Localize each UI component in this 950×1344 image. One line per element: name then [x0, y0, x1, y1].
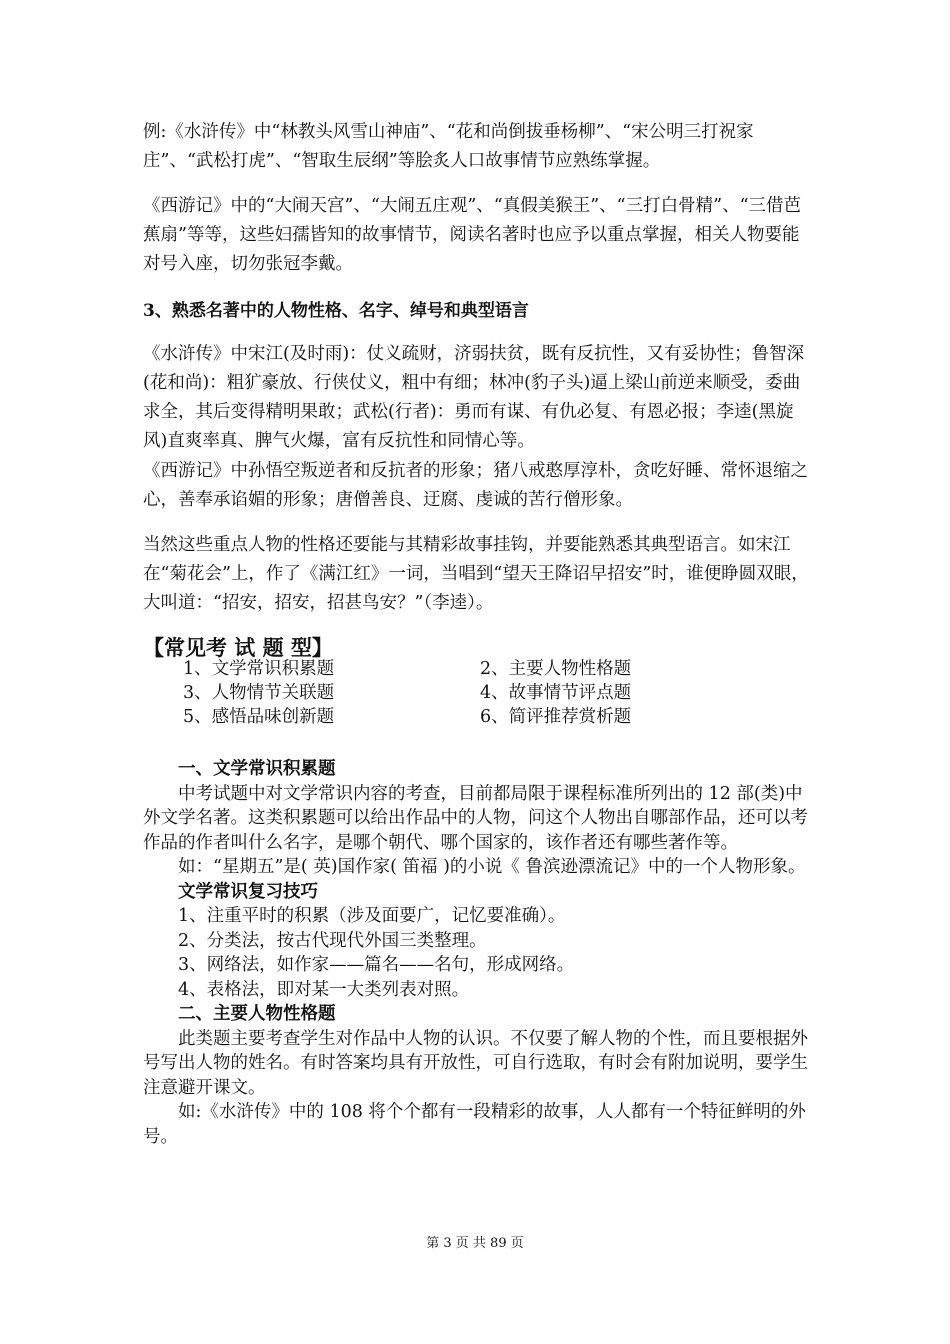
tip-item: 3、网络法，如作家——篇名——名句，形成网络。 [178, 955, 575, 975]
tips-title: 文学常识复习技巧 [178, 881, 318, 902]
exam-type-item: 6、简评推荐赏析题 [480, 707, 632, 727]
paragraph-text: 《西游记》中孙悟空叛逆者和反抗者的形象；猪八戒憨厚淳朴，贪吃好睡、常怀退缩之心，善奉承谄媚的形象；唐僧善良、迂腐、虔诚的苦行僧形象。 [143, 461, 808, 510]
exam-types-title: 【常见考 试 题 型】 [143, 635, 333, 660]
paragraph-water-margin-characters [143, 340, 813, 456]
exam-type-item: 1、文学常识积累题 [183, 659, 335, 679]
page-number-footer: 第 3 页 共 89 页 [426, 1236, 524, 1251]
exam-types-row [183, 681, 803, 705]
exam-type-item: 4、故事情节评点题 [480, 683, 632, 703]
exam-type-item: 3、人物情节关联题 [183, 683, 335, 703]
paragraph-typical-language [143, 531, 813, 618]
section-example: 如:《水浒传》中的 108 将个个都有一段精彩的故事，人人都有一个特征鲜明的外号。 [143, 1102, 806, 1147]
exam-type-item: 5、感悟品味创新题 [183, 707, 335, 727]
section-title: 二、主要人物性格题 [178, 1004, 336, 1024]
section-literary-knowledge [143, 757, 813, 1149]
exam-types-row [183, 705, 803, 729]
paragraph-journey-west-characters [143, 457, 813, 515]
section-body: 此类题主要考查学生对作品中人物的认识。不仅要了解人物的个性，而且要根据外号写出人物的姓名。有时答案均具有开放性，可自行选取，有时会有附加说明，要学生注意避开课文。 [143, 1028, 808, 1098]
section-heading-3: 3、熟悉名著中的人物性格、名字、绰号和典型语言 [143, 301, 529, 321]
exam-types-row [183, 657, 803, 681]
paragraph-journey-west-plots [143, 192, 813, 279]
section-body: 中考试题中对文学常识内容的考查，目前都局限于课程标准所列出的 12 部(类)中外文学名著。这类积累题可以给出作品中的人物，问这个人物出自哪部作品，还可以考作品的作者叫什么名字，是哪个朝代、哪个国家的，该作者还有哪些著作等。 [143, 783, 808, 853]
tip-item: 4、表格法，即对某一大类列表对照。 [178, 979, 470, 1000]
section-title: 一、文学常识积累题 [178, 759, 336, 779]
tip-item: 2、分类法，按古代现代外国三类整理。 [178, 930, 487, 951]
exam-types-list [183, 657, 803, 729]
exam-type-item: 2、主要人物性格题 [480, 659, 632, 679]
paragraph-text: 当然这些重点人物的性格还要能与其精彩故事挂钩，并要能熟悉其典型语言。如宋江在“菊花会”上，作了《满江红》一词，当唱到“望天王降诏早招安”时，谁便睁圆双眼，大叫道：“招安，招安，招甚鸟安？”（李逵）。 [143, 535, 809, 613]
paragraph-water-margin-plots [143, 118, 813, 176]
tip-item: 1、注重平时的积累（涉及面要广，记忆要准确）。 [178, 906, 566, 926]
paragraph-text: 例:《水浒传》中“林教头风雪山神庙”、“花和尚倒拔垂杨柳”、“宋公明三打祝家庄”、“武松打虎”、“智取生辰纲”等脍炙人口故事情节应熟练掌握。 [143, 122, 754, 171]
paragraph-text: 《水浒传》中宋江(及时雨)：仗义疏财，济弱扶贫，既有反抗性，又有妥协性；鲁智深(花和尚)：粗犷豪放、行侠仗义，粗中有细；林冲(豹子头)逼上梁山前逆来顺受，委曲求全，其后变得精明果敢；武松(行者)：勇而有谋、有仇必复、有恩必报；李逵(黑旋风)直爽率真、脾气火爆，富有反抗性和同情心等。 [143, 344, 805, 451]
section-example: 如：“星期五”是( 英)国作家( 笛福 )的小说《 鲁滨逊漂流记》中的一个人物形象。 [178, 857, 806, 877]
paragraph-text: 《西游记》中的“大闹天宫”、“大闹五庄观”、“真假美猴王”、“三打白骨精”、“三借芭蕉扇”等等，这些妇孺皆知的故事情节，阅读名著时也应予以重点掌握，相关人物要能对号入座，切勿张冠李戴。 [143, 196, 802, 274]
